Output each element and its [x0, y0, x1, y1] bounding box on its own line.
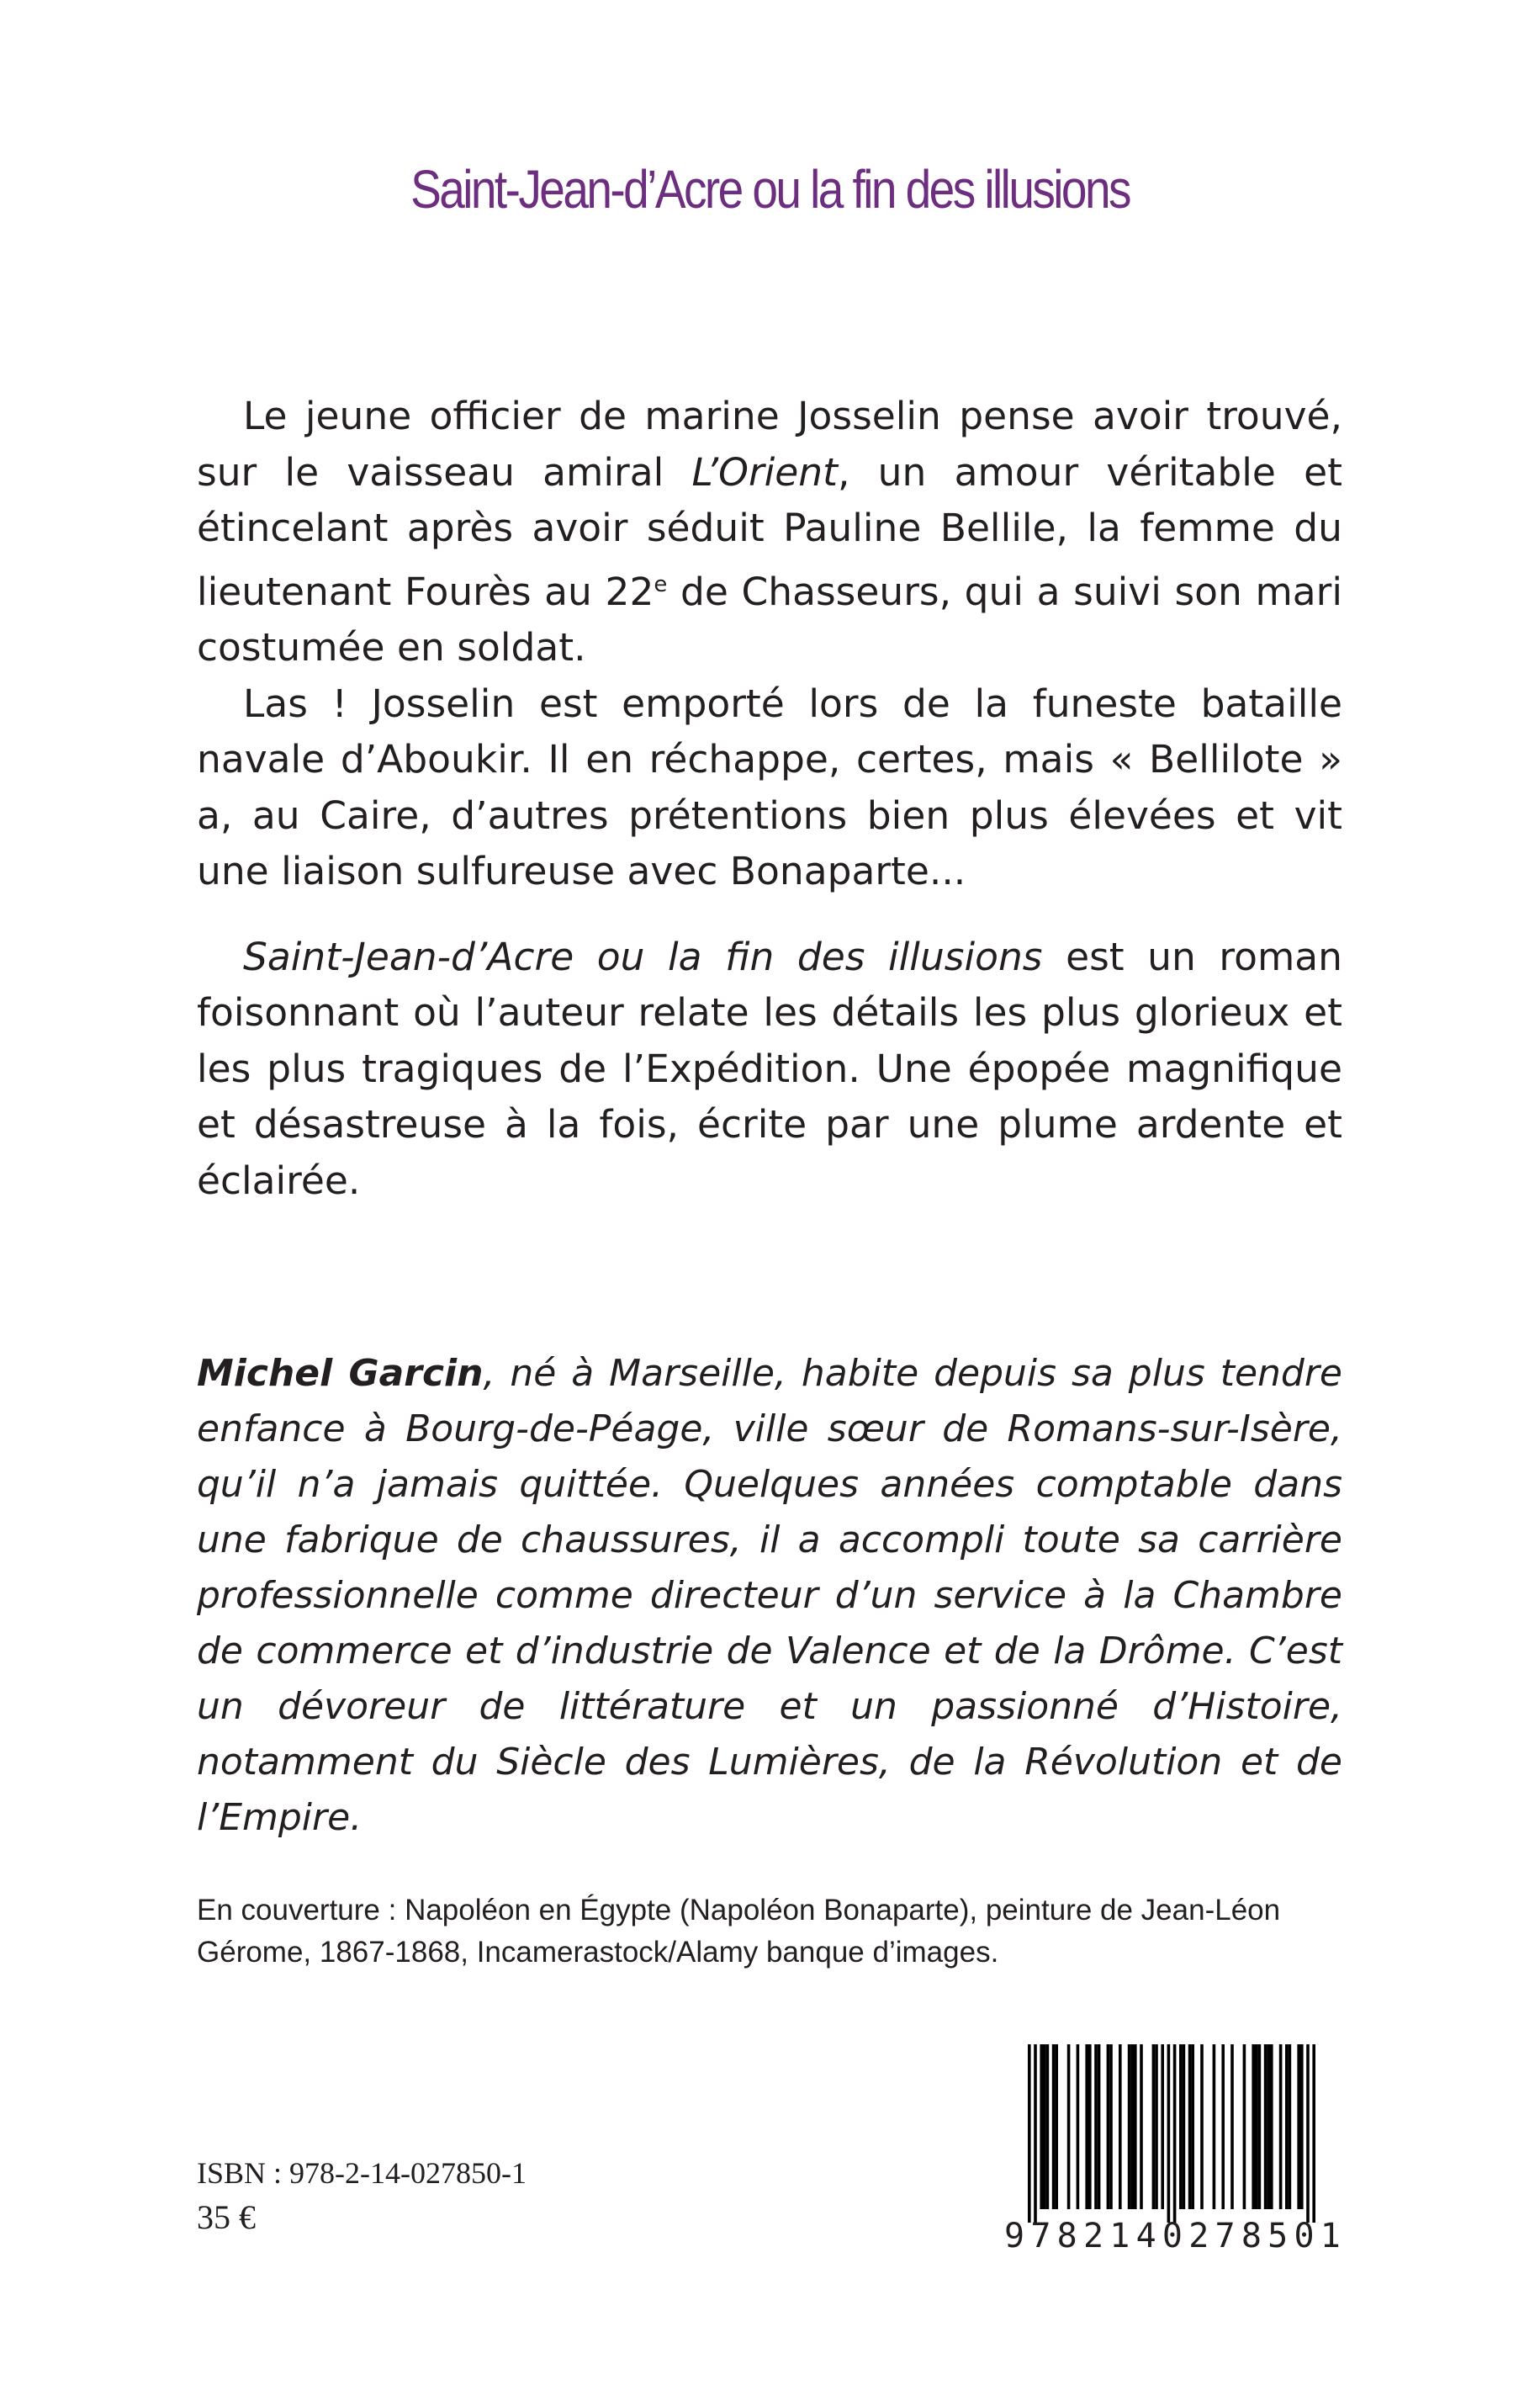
barcode-bar: [1088, 2044, 1092, 2209]
barcode-bar: [1183, 2044, 1186, 2209]
barcode-bar: [1300, 2044, 1304, 2209]
barcode-digit: 9: [1004, 2217, 1025, 2255]
barcode-bar: [1040, 2044, 1043, 2209]
synopsis-p3-text: est un roman foisonnant où l’auteur relate les détails les plus glorieux et les plus tragiques de l’Expédition. Une épopée magnifique et désastreuse à la fois, écrite par une plume ardente et éclairée.: [197, 934, 1342, 1203]
barcode-bars: [1003, 2044, 1342, 2223]
barcode-bar: [1264, 2044, 1267, 2209]
barcode-bar: [1191, 2044, 1194, 2209]
price: 35 €: [197, 2198, 256, 2236]
synopsis-p1-text-end: de Chasseurs, qui a suivi son mari costumée en soldat.: [197, 569, 1342, 670]
barcode-bar: [1161, 2044, 1164, 2209]
barcode-digit: 0: [1162, 2217, 1183, 2255]
barcode-digit: 5: [1267, 2217, 1289, 2255]
synopsis-paragraph-1: [197, 389, 1342, 676]
barcode-digit: 2: [1188, 2217, 1209, 2255]
barcode-bar: [1200, 2044, 1204, 2209]
barcode-bar: [1028, 2044, 1031, 2223]
barcode-bar: [1221, 2044, 1225, 2209]
barcode-bar: [1130, 2044, 1134, 2209]
barcode-bar: [1297, 2044, 1300, 2209]
barcode-digit: 8: [1241, 2217, 1262, 2255]
barcode-bar: [1034, 2044, 1037, 2223]
barcode-bar: [1134, 2044, 1137, 2209]
barcode-bar: [1067, 2044, 1071, 2209]
synopsis: [197, 389, 1342, 1209]
barcode-bar: [1140, 2044, 1143, 2209]
synopsis-paragraph-3: [197, 930, 1342, 1210]
barcode-bar: [1258, 2044, 1262, 2209]
barcode-digit: 0: [1294, 2217, 1315, 2255]
synopsis-p1-text-mid: , un amour véritable et étincelant après avoir séduit Pauline Bellile, la femme du lieutenant Fourès au 22: [197, 449, 1342, 614]
barcode-bar: [1128, 2044, 1131, 2209]
barcode-bar: [1152, 2044, 1156, 2209]
barcode-bar: [1213, 2044, 1216, 2209]
barcode-bar: [1085, 2044, 1088, 2209]
barcode-bar: [1119, 2044, 1122, 2209]
barcode-bar: [1270, 2044, 1273, 2209]
barcode-bar: [1167, 2044, 1171, 2223]
barcode-digit: 1: [1320, 2217, 1341, 2255]
barcode-bar: [1312, 2044, 1315, 2223]
author-bio: [197, 1346, 1342, 1846]
barcode: [1003, 2044, 1342, 2255]
barcode-bar: [1043, 2044, 1046, 2209]
barcode-bar: [1306, 2044, 1310, 2223]
barcode-bar: [1098, 2044, 1101, 2209]
barcode-bar: [1173, 2044, 1177, 2223]
barcode-bar: [1055, 2044, 1058, 2209]
barcode-digit: 1: [1109, 2217, 1130, 2255]
synopsis-p1-text: Le jeune officier de marine Josselin pense avoir trouvé, sur le vaisseau amiral: [197, 394, 1342, 495]
barcode-bar: [1243, 2044, 1246, 2209]
author-bio-text: , né à Marseille, habite depuis sa plus tendre enfance à Bourg-de-Péage, ville sœur de Romans-sur-Isère, qu’il n’a jamais quittée. Quelques années comptable dans une fabrique de chaussures, il a accompli toute sa carrière professionnelle comme directeur d’un service à la Chambre de commerce et d’industrie de Valence et de la Drôme. C’est un dévoreur de littérature et un passionné d’Histoire, notamment du Siècle des Lumières, de la Révolution et de l’Empire.: [197, 1352, 1343, 1839]
barcode-bar: [1289, 2044, 1292, 2209]
barcode-bar: [1230, 2044, 1234, 2209]
cover-credit: En couverture : Napoléon en Égypte (Napoléon Bonaparte), peinture de Jean-Léon Gérome, 1867-1868, Incamerastock/Alamy banque d’images.: [197, 1894, 1281, 1969]
barcode-digit: 7: [1215, 2217, 1236, 2255]
barcode-bar: [1188, 2044, 1192, 2209]
barcode-bar: [1107, 2044, 1110, 2209]
isbn: ISBN : 978-2-14-027850-1: [197, 2156, 527, 2190]
barcode-bar: [1052, 2044, 1056, 2209]
book-title-inline: Saint-Jean-d’Acre ou la fin des illusions: [243, 934, 1043, 979]
barcode-digit: 7: [1030, 2217, 1051, 2255]
barcode-digit: 8: [1056, 2217, 1077, 2255]
barcode-bar: [1279, 2044, 1283, 2209]
author-name: Michel Garcin: [197, 1352, 484, 1395]
barcode-bar: [1285, 2044, 1289, 2209]
barcode-bar: [1252, 2044, 1255, 2209]
barcode-digit: 2: [1082, 2217, 1104, 2255]
barcode-bar: [1155, 2044, 1158, 2209]
barcode-bar: [1255, 2044, 1258, 2209]
barcode-digit: 4: [1135, 2217, 1156, 2255]
synopsis-paragraph-2: Las ! Josselin est emporté lors de la funeste bataille navale d’Aboukir. Il en réchappe, certes, mais « Bellilote » a, au Caire, d’autres prétentions bien plus élevées et vit une liaison sulfureuse avec Bonaparte...: [197, 681, 1342, 894]
ship-name: L’Orient: [691, 449, 838, 495]
book-title: Saint-Jean-d’Acre ou la fin des illusions: [410, 159, 1130, 220]
barcode-digits: [1003, 2218, 1342, 2255]
barcode-bar: [1267, 2044, 1270, 2209]
barcode-bar: [1077, 2044, 1080, 2209]
barcode-bar: [1109, 2044, 1113, 2209]
barcode-bar: [1046, 2044, 1050, 2209]
superscript-e: e: [654, 571, 668, 597]
barcode-bar: [1179, 2044, 1183, 2209]
barcode-bar: [1094, 2044, 1098, 2209]
